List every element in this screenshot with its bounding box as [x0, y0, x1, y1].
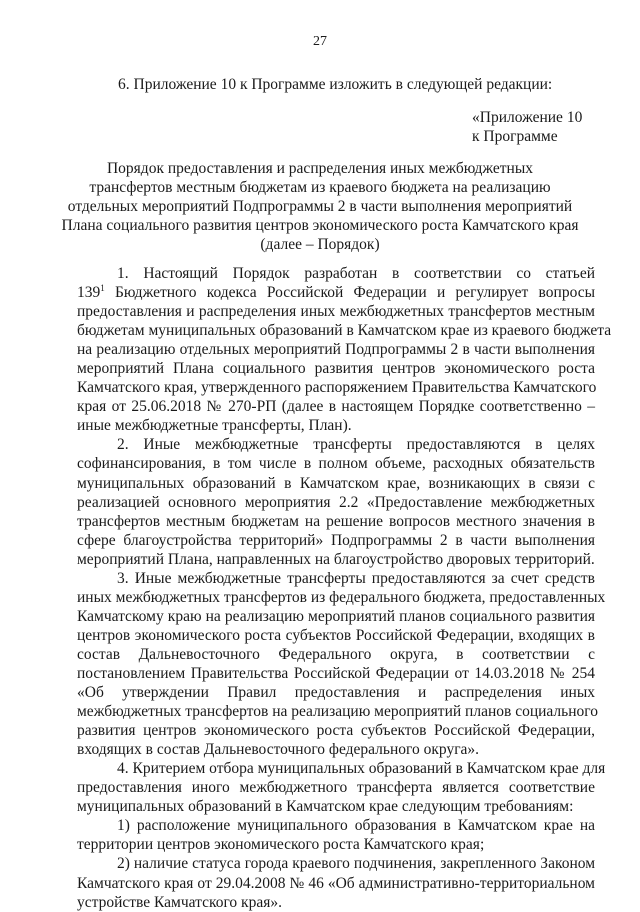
paragraph-1-line: бюджетам муниципальных образований в Камчатском крае из краевого бюджета: [77, 322, 612, 340]
paragraph-1-line: иные межбюджетные трансферты, План).: [77, 417, 352, 435]
paragraph-1-line: предоставления и распределения иных межбюджетных трансфертов местным: [77, 303, 595, 321]
article-superscript: 1: [100, 283, 105, 294]
paragraph-3-line: Камчатскому краю на реализацию мероприятий планов социального развития: [77, 607, 595, 625]
article-number: 139: [77, 284, 101, 302]
paragraph-1-line: 1. Настоящий Порядок разработан в соответствии со статьей: [117, 265, 595, 282]
title-line: Порядок предоставления и распределения иных межбюджетных: [106, 160, 534, 177]
criterion-1-line: 1) расположение муниципального образования в Камчатском крае на: [117, 817, 595, 835]
appendix-reference-line: «Приложение 10: [472, 109, 583, 126]
paragraph-3-line: «Об утверждении Правил предоставления и распределения иных: [77, 684, 595, 702]
paragraph-4-line: 4. Критерием отбора муниципальных образований в Камчатском крае для: [117, 760, 606, 778]
paragraph-4-line: муниципальных образований в Камчатском крае следующим требованиям:: [77, 798, 574, 816]
criterion-1-line: территории центров экономического роста Камчатского края;: [77, 836, 485, 854]
title-line: отдельных мероприятий Подпрограммы 2 в части выполнения мероприятий: [67, 198, 573, 215]
paragraph-2-line: трансфертов местным бюджетам на решение вопросов местного значения в: [77, 512, 595, 530]
title-line: трансфертов местным бюджетам из краевого бюджета на реализацию: [89, 179, 551, 196]
paragraph-2-line: реализацией основного мероприятия 2.2 «Предоставление межбюджетных: [77, 493, 595, 511]
paragraph-1-line: мероприятий Плана социального развития центров экономического роста: [77, 360, 595, 378]
paragraph-1-line: на реализацию отдельных мероприятий Подпрограммы 2 в части выполнения: [77, 341, 595, 359]
paragraph-3-line: межбюджетных трансфертов на реализацию мероприятий планов социального: [77, 703, 598, 721]
paragraph-3-line: состав Дальневосточного Федерального округа, в соответствии с: [77, 645, 595, 663]
paragraph-2-line: софинансирования, в том числе в полном объеме, расходных обязательств: [77, 455, 595, 473]
paragraph-1-line: края от 25.06.2018 № 270-РП (далее в настоящем Порядке соответственно –: [77, 398, 595, 416]
paragraph-3-line: развития центров экономического роста субъектов Российской Федерации,: [77, 722, 595, 740]
amendment-intro: 6. Приложение 10 к Программе изложить в следующей редакции:: [118, 76, 553, 93]
paragraph-2-line: мероприятий Плана, направленных на благоустройство дворовых территорий.: [77, 550, 595, 568]
appendix-reference-line: к Программе: [472, 128, 558, 145]
paragraph-2-line: 2. Иные межбюджетные трансферты предоставляются в целях: [117, 436, 595, 454]
document-title: [60, 159, 580, 254]
criterion-2-line: устройстве Камчатского края».: [77, 893, 282, 911]
paragraph-1-line: [77, 283, 595, 302]
paragraph-3-line: постановлением Правительства Российской Федерации от 14.03.2018 № 254: [77, 664, 595, 682]
paragraph-2-line: муниципальных образований в Камчатском крае, возникающих в связи с: [77, 474, 595, 492]
title-line: Плана социального развития центров экономического роста Камчатского края: [61, 217, 579, 234]
paragraph-3-line: иных межбюджетных трансфертов из федерального бюджета, предоставленных: [77, 588, 606, 606]
page-number: 27: [313, 34, 327, 49]
paragraph-3-line: входящих в состав Дальневосточного федерального округа».: [77, 741, 480, 759]
paragraph-4-line: предоставления иного межбюджетного трансферта является соответствие: [77, 779, 595, 797]
paragraph-3-line: центров экономического роста субъектов Российской Федерации, входящих в: [77, 626, 595, 644]
line-text: Бюджетного кодекса Российской Федерации и регулирует вопросы: [104, 284, 595, 302]
paragraph-1-line: Камчатского края, утвержденного распоряжением Правительства Камчатского: [77, 379, 597, 397]
paragraph-3-line: 3. Иные межбюджетные трансферты предоставляются за счет средств: [117, 569, 595, 587]
appendix-reference: [472, 108, 582, 146]
criterion-2-line: Камчатского края от 29.04.2008 № 46 «Об административно-территориальном: [77, 874, 595, 892]
title-line: (далее – Порядок): [260, 236, 380, 253]
document-body: [77, 264, 612, 912]
criterion-2-line: 2) наличие статуса города краевого подчинения, закрепленного Законом: [117, 855, 595, 873]
paragraph-2-line: сфере благоустройства территорий» Подпрограммы 2 в части выполнения: [77, 531, 595, 549]
